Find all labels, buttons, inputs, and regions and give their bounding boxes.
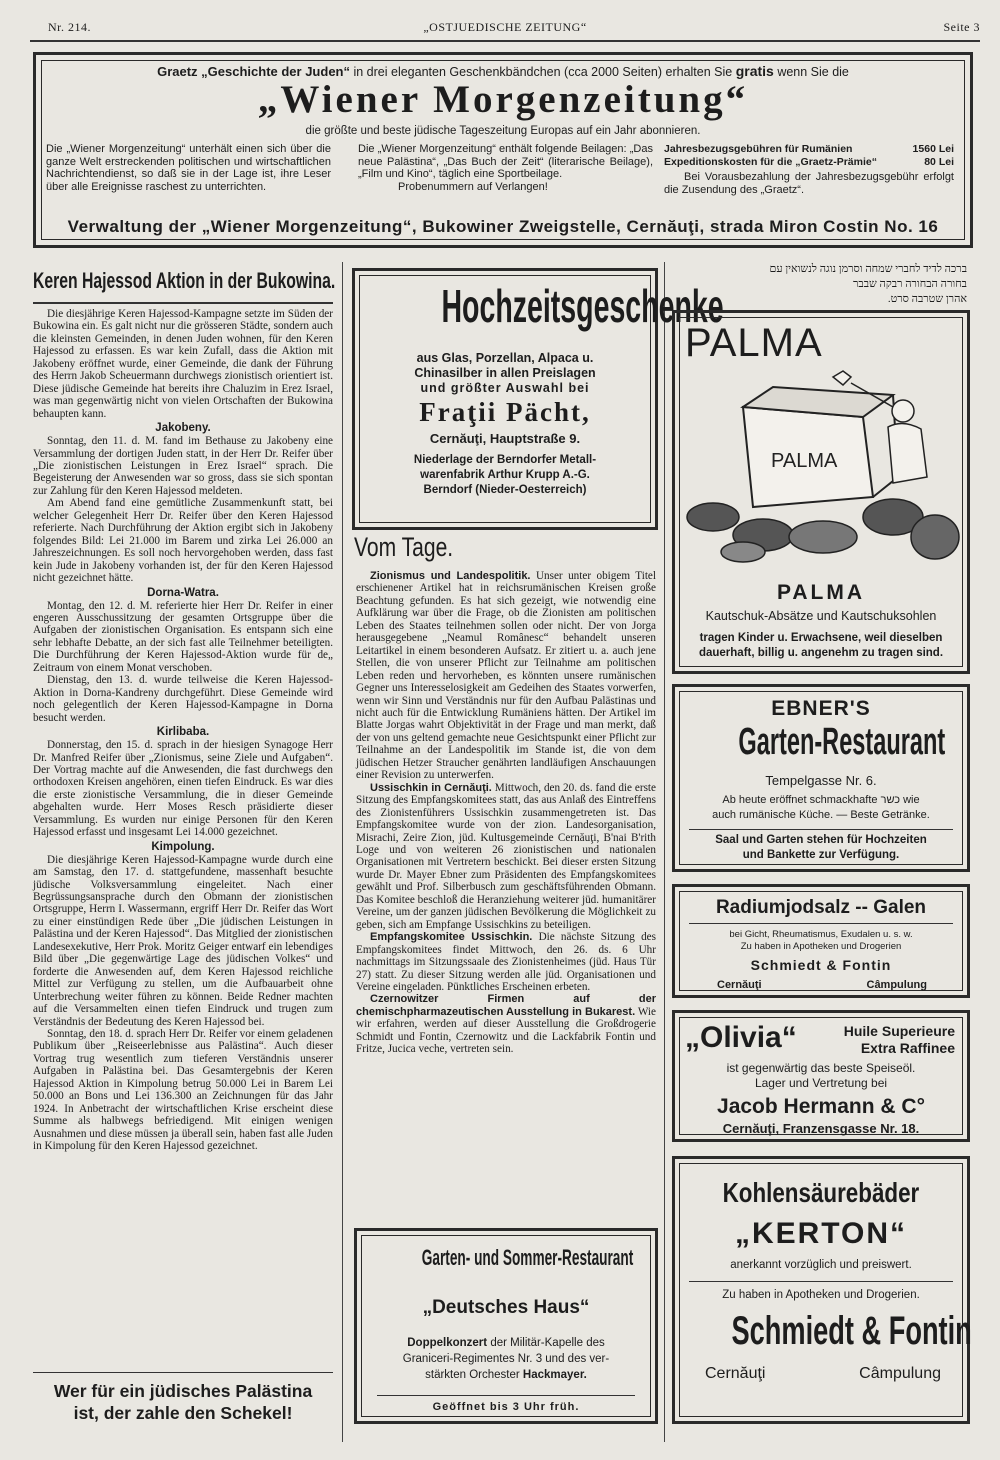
ad-line: Huile Superieure <box>843 1023 955 1039</box>
ebner-title: Garten-Restaurant <box>738 721 946 763</box>
ad-concert: Doppelkonzert <box>407 1337 488 1349</box>
ad-column-1: Die „Wiener Morgenzeitung“ unterhält einen sich über die ganze Welt erstreckenden politischen und wirtschaftlichen Nachrichtendienst, so daß sie in der Lage ist, ihre Leser über alle Ereignisse raschest zu unterrichten. <box>46 143 331 193</box>
kerton-availability: Zu haben in Apotheken und Drogerien. <box>722 1289 920 1301</box>
kerton-city-1: Cernăuţi <box>705 1365 766 1382</box>
ad-footer <box>355 453 655 498</box>
wiener-morgenzeitung-ad <box>33 52 973 248</box>
ad-venue: „Deutsches Haus“ <box>422 1297 590 1318</box>
news-item-heading: Empfangskomitee Ussischkin. <box>370 931 533 944</box>
ad-line: Extra Raffinee <box>860 1040 955 1056</box>
news-item <box>356 931 656 993</box>
schekel-slogan <box>33 1380 333 1424</box>
news-item <box>356 782 656 931</box>
ad-line: Graniceri-Regimentes Nr. 3 und des ver- <box>402 1353 610 1365</box>
kerton-claim: anerkannt vorzüglich und preiswert. <box>730 1259 912 1271</box>
palma-crate <box>743 387 898 507</box>
olivia-body <box>675 1061 967 1091</box>
ad-title-wrap <box>675 721 967 769</box>
ad-title-wrap <box>675 1309 972 1359</box>
radiumjodsalz-ad <box>672 884 970 998</box>
ad-divider <box>689 829 953 830</box>
ad-line: Ab heute eröffnet schmackhafte כשר wie <box>722 794 920 806</box>
deutsches-haus-ad <box>354 1228 658 1424</box>
article-body <box>33 308 333 1153</box>
section-heading: Jakobeny. <box>155 422 211 435</box>
olivia-address: Cernăuţi, Franzensgasse Nr. 18. <box>722 1121 920 1136</box>
ad-line <box>365 1367 647 1383</box>
ad-line: tragen Kinder u. Erwachsene, weil dieselben <box>699 632 943 644</box>
palma-name: PALMA <box>776 581 866 604</box>
hebrew-notice <box>672 262 967 307</box>
palma-ad <box>672 310 970 674</box>
kerton-heading: Kohlensäurebäder <box>722 1177 920 1208</box>
hochzeitsgeschenke-ad <box>352 268 724 530</box>
ad-line: Chinasilber in allen Preislagen <box>414 366 596 380</box>
ad-hours: Geöffnet bis 3 Uhr früh. <box>432 1401 580 1413</box>
kerton-city-2: Câmpulung <box>859 1365 941 1382</box>
olivia-tagline <box>844 1023 955 1057</box>
newspaper-title: „OSTJUEDISCHE ZEITUNG“ <box>423 20 587 34</box>
news-item-text: Wie wir erfahren, werden auf dieser Ausstellung die Großdrogerie Schmidt und Fontin, Czernowitz und die Lackfabrik Fontin und Fritze, Jucica veche, vertreten sein. <box>356 1005 656 1056</box>
ad-line: dauerhaft, billig u. angenehm zu tragen sind. <box>698 647 944 659</box>
kerton-ad <box>672 1156 970 1424</box>
news-item-text: Mittwoch, den 20. ds. fand die erste Sitzung des Empfangskomitees statt, das aus Anlaß des Eintreffens des Zionistenführers Ussischkin zusammengetreten ist. Das Empfangskomitee wurde von der zion. Landesorganisation, Misrachi, Zeire Zion, jüd. Kultusgemeinde Cernăuţi, B'nai B'rith Loge und von weiteren 26 zionistischen und nationalen Organisationen mit Vertretern beschickt. Bei dieser ersten Sitzung wurde Dr. Mayer Ebner zum Präsidenten des Empfangskomitees gewählt und Prof. Silberbusch zum geschäftsführenden Obmann. Das Komitee beschloß die Heranziehung weiterer jüd. humanitärer Vereine, um der ganzen jüdischen Bevölkerung die Möglichkeit zu geben, sich am Empfange Ussischkins zu beteiligen. <box>356 781 656 931</box>
article-paragraph: Am Abend fand eine gemütliche Zusammenkunft statt, bei welcher Gelegenheit Herr Dr. Reifer über den Keren Hajessod referierte. Nach Durchführung der Aktion ergibt sich in Jakobeny folgendes Bild: Lei 21.000 im Barem und zirka Lei 26.000 an Jahreszeichnungen. Es soll noch hervorgehoben werden, dass fast kein Jude in Jakobeny vorhanden ist, der für den Keren Hajessod nicht gezeichnet hätte. <box>33 497 333 585</box>
palma-box-label: PALMA <box>771 450 838 472</box>
article-paragraph: Die diesjährige Keren Hajessod-Kampagne wurde durch eine am Samstag, den 17. d. stattgefundene, massenhaft besuchte jüdische Volksversammlung eingeleitet. Nach einer Begrüssungsansprache durch den Obmann der zionistischen Ortsgruppe, Herrn I. Wassermann, ergriff Herr Dr. Reifer das Wort zu einer einstündigen Rede über „Die jüdischen Leistungen in Palästina und der Keren Hajessod“. Das Mitglied der zionistischen Landesexekutive, Herr Prok. Moritz Geiger entwarf ein lebendiges Bild über „Die gegenwärtige Lage des jüdischen Volkes“ und forderte die Anwesenden auf, dem Keren Hajessod reichliche Mittel zur Verfügung zu stellen, um die Aufbauarbeit ohne Unterbrechung weiter führen zu können. Beide Redner machten auf die Versammelten einen tiefen Eindruck und trugen zum Verständnis der Bedeutung des Keren Hajessod bei. <box>33 853 333 1028</box>
news-item <box>356 993 656 1055</box>
ad-line: und Bankette zur Verfügung. <box>742 849 900 861</box>
olivia-firm: Jacob Hermann & C° <box>717 1095 925 1118</box>
ad-line: ist gegenwärtig das beste Speiseöl. <box>726 1061 916 1075</box>
vom-tage-body <box>356 570 656 1056</box>
article-paragraph: Die diesjährige Keren Hajessod-Kampagne setzte im Süden der Bukowina ein. Es galt nicht nur die grösseren Städte, sondern auch die kleinsten Gemeinden, in denen Juden wohnen, für den Keren Hajessod zu erfassen. Es war kein Zufall, dass die Aktion mit Jakobeny eröffnet wurde, einer Gemeinde, die dank der Führung des Herrn Jakob Scheuermann durchwegs zionistisch orientiert ist. Diese jüdische Gemeinde hat bereits ihre Chaluzim in Erez Israel, was man gegenwärtig nicht von vielen Ortschaften der Bukowina behaupten kann. <box>33 308 333 420</box>
fee-label: Jahresbezugsgebühren für Rumänien <box>664 143 853 155</box>
slogan-line-2: ist, der zahle den Schekel! <box>73 1403 293 1423</box>
news-item-heading: Czernowitzer Firmen auf der chemischpharmazeutischen Ausstellung in Bukarest. <box>356 993 656 1018</box>
left-column <box>33 268 336 1153</box>
header-rule <box>30 40 980 42</box>
fee-row-expedition <box>664 156 954 169</box>
ad-body <box>355 351 655 396</box>
olivia-oil-ad <box>672 1010 970 1142</box>
vom-tage-heading: Vom Tage. <box>354 532 454 562</box>
ad-line-text: der Militär-Kapelle des <box>490 1337 605 1349</box>
ad-line: Niederlage der Berndorfer Metall- <box>413 454 597 466</box>
palma-illustration <box>683 367 963 567</box>
news-item-text: Die nächste Sitzung des Empfangskomitees findet Mittwoch, den 26. ds. 6 Uhr nachmittags im Sitzungssaale des Zionistenheimes (jüd. Haus Tür 27) statt. Zu dieser Sitzung werden alle jüd. Organisationen und Vereine eingeladen. Pünktliches Erscheinen erbeten. <box>356 931 656 993</box>
ad-offer-gratis: gratis <box>735 63 774 79</box>
ad-column-3 <box>664 143 954 196</box>
ad-firm: Fraţii Pächt, <box>419 397 591 427</box>
column-rule-right <box>664 262 665 1442</box>
article-headline: Keren Hajessod Aktion in der Bukowina. <box>33 268 336 293</box>
news-item <box>356 570 656 782</box>
radium-firm: Schmiedt & Fontin <box>750 957 892 973</box>
ad-line: aus Glas, Porzellan, Alpaca u. <box>416 351 594 365</box>
ad-title: „Wiener Morgenzeitung“ <box>257 78 749 121</box>
news-item-heading: Zionismus und Landespolitik. <box>370 570 531 582</box>
ad-title-wrap <box>357 1245 655 1273</box>
article-paragraph: Sonntag, den 18. d. sprach Herr Dr. Reifer vor einem geladenen Publikum über „Reiseerlebnisse aus Palästina“. Auch dieser Vortrag trug wesentlich zum tieferen Verständnis unserer Aufgaben in Palästina bei. Das Gesamtergebnis der Keren Hajessod Aktion in Kimpolung betrug 50.000 Lei in Barem Lei 50.000 an Bons und Lei 136.300 an Zeichnungen für das Jahr 1924. In Anbetracht der wirtschaftlichen Krise erscheint diese Summe als halbwegs befriedigend. Mit einigen wenigen Ausnahmen und diese müssen ja überall sein, haben fast alle Juden in Kimpolung für den Keren Hajessod gezeichnet. <box>33 1028 333 1153</box>
radium-city-1: Cernăuţi <box>717 979 762 991</box>
fee-row-subscription <box>664 143 954 156</box>
shoe-soles-icon <box>687 499 959 562</box>
ad-line: warenfabrik Arthur Krupp A.-G. <box>420 469 590 481</box>
ebner-footer <box>675 833 967 863</box>
news-item-text: Unser unter obigem Titel erschienener Artikel hat in reichsrumänischen Kreisen große Beachtung gefunden. Es hat sich gezeigt, wie notwendig eine Aufklärung war über die Frage, ob die Zionisten am politischen Leben des Staates teilnehmen sollen oder nicht. Der von Jorga herausgegebene „Neamul Românesc“ behandelt unseren Leitartikel in einem besonderen Aufsatz. Er zitiert u. a. auch jene Stellen, die von unserer Pflicht zur Teilnahme am politischen Leben reden und hervorheben, es könnten unsere rumänischen Gegner uns Interesselosigkeit am Gedeihen des Staates vorwerfen, wenn wir Sinn und Verständnis nur für den Aufbau Palästinas und nicht auch für die Entwicklung Rumäniens hätten. Der Artikel im Blatte Jorgas wahrt Objektivität in der Frage und man merkt, daß der von uns geltend gemachte neue Gesichtspunkt einer Pflicht zur Teilnahme an der Landespolitik im Stande ist, die von dem jüdischen Hetzer Straucher genährten landläufigen Anschauungen einer Revision zu unterwerfen. <box>356 570 657 782</box>
hebrew-line: בחורה הבחורה רבקה שבבר <box>852 278 967 290</box>
ad-offer-text: in drei eleganten Geschenkbändchen (cca 2000 Seiten) erhalten Sie <box>353 65 733 79</box>
article-paragraph: Dienstag, den 13. d. wurde teilweise die Keren Hajessod-Aktion in Dorna-Kandreny durchgeführt. Diese Gemeinde wird noch gelegentlich der Keren Hajessod-Kampagne in Dorna besucht werden. <box>33 674 333 724</box>
ad-offer-tail: wenn Sie die <box>777 65 849 79</box>
page-header <box>30 18 980 38</box>
news-item-heading: Ussischkin in Cernăuţi. <box>370 781 492 794</box>
fee-value: 1560 Lei <box>912 143 954 155</box>
ad-column-2-text: Die „Wiener Morgenzeitung“ enthält folgende Beilagen: „Das neue Palästina“, „Das Buch der Zeit“ (literarische Beilage), „Film und Kino“, täglich eine Sportbeilage. <box>358 143 653 180</box>
ad-divider <box>689 1281 953 1282</box>
ad-divider <box>689 923 953 924</box>
ad-title: Garten- und Sommer-Restaurant <box>421 1245 634 1270</box>
page-number: Seite 3 <box>943 20 980 34</box>
ad-line: Berndorf (Nieder-Oesterreich) <box>423 484 587 496</box>
article-paragraph: Donnerstag, den 15. d. sprach in der hiesigen Synagoge Herr Dr. Manfred Reifer über „Zionismus, seine Ziele und Aufgaben“. Der Vortrag machte auf die Anwesenden, die fast durchwegs den orthodoxen Kreisen angehören, einen tiefen Eindruck. Es war dies die erste zionistische Versammlung, die in dieser Gemeinde abgehalten wurde. Herr Moses Resch präsidierte dieser Versammlung. Es wurden nur einige Personen für den Keren Hajessod erfasst und insgesamt Lei 14.000 gezeichnet. <box>33 739 333 839</box>
palma-product: Kautschuk-Absätze und Kautschuksohlen <box>705 609 937 623</box>
hebrew-line: ברכה לדיד לחברי שמחה וסרמן נוגה לנשואין עם <box>769 263 967 275</box>
ebner-name: EBNER'S <box>771 697 871 720</box>
radium-body <box>675 929 967 953</box>
ad-line: auch rumänische Küche. — Beste Getränke. <box>712 809 930 821</box>
olivia-brand: „Olivia“ <box>685 1021 797 1054</box>
ad-sample-note: Probenummern auf Verlangen! <box>398 180 548 193</box>
section-heading: Dorna-Watra. <box>147 586 219 599</box>
fee-value: 80 Lei <box>924 156 954 168</box>
ebner-restaurant-ad <box>672 684 970 872</box>
ad-subtitle: die größte und beste jüdische Tageszeitung Europas auf ein Jahr abonnieren. <box>305 125 701 137</box>
headline-rule <box>33 302 333 304</box>
ad-column-2 <box>358 143 653 193</box>
palma-claim <box>675 631 967 661</box>
fee-label: Expeditionskosten für die „Graetz-Prämie“ <box>664 156 877 168</box>
ad-footer-address: Verwaltung der „Wiener Morgenzeitung“, Bukowiner Zweigstelle, Cernăuţi, strada Miron Costin No. 16 <box>67 217 939 236</box>
ad-body <box>365 1335 647 1383</box>
article-paragraph: Montag, den 12. d. M. referierte hier Herr Dr. Reifer in einer engeren Ausschussitzung der gesamten Ortsgruppe über die Aufgaben der zionistischen Organisation. Es entspann sich eine sehr lebhafte Debatte, an der sich fast alle Teilnehmer beteiligten. Die Durchführung der Keren Hajessod-Aktion wurde für de„ Zeitraum von einem Monat verschoben. <box>33 599 333 674</box>
ad-title-wrap <box>675 1177 967 1209</box>
ad-title: Hochzeitsgeschenke <box>441 280 724 332</box>
ad-line <box>365 1335 647 1351</box>
ebner-address: Tempelgasse Nr. 6. <box>765 773 877 788</box>
ebner-body <box>675 793 967 823</box>
ad-line: Lager und Vertretung bei <box>754 1076 888 1090</box>
column-rule-left <box>342 262 343 1442</box>
palma-brand: PALMA <box>685 321 823 365</box>
ad-line: und größter Auswahl bei <box>420 381 590 395</box>
issue-number: Nr. 214. <box>48 20 91 34</box>
kerton-firm: Schmiedt & Fontin <box>731 1309 972 1353</box>
slogan-line-1: Wer für ein jüdisches Palästina <box>53 1381 313 1401</box>
ad-line-text: stärkten Orchester <box>425 1369 520 1381</box>
ad-address: Cernăuţi, Hauptstraße 9. <box>429 431 581 446</box>
ad-line: Saal und Garten stehen für Hochzeiten <box>715 834 927 846</box>
ad-title-wrap <box>355 279 724 335</box>
ad-prepay-note: Bei Vorausbezahlung der Jahresbezugsgebühr erfolgt die Zusendung des „Graetz“. <box>664 171 954 196</box>
slogan-rule <box>33 1372 333 1373</box>
article-paragraph: Sonntag, den 11. d. M. fand im Bethause zu Jakobeny eine Versammlung der dortigen Juden statt, in der Herr Dr. Reifer über „Die zionistischen Leistungen in Erez Israel“ sprach. Die Begeisterung der Anwesenden war so gross, dass sie sich spontan zur Zahlung für den Keren Hajessod meldeten. <box>33 435 333 497</box>
ad-line: Zu haben in Apotheken und Drogerien <box>740 941 902 952</box>
hebrew-line: אהרן שטרבה סרט. <box>887 293 967 305</box>
kerton-brand: „KERTON“ <box>734 1217 908 1250</box>
section-heading: Kimpolung. <box>151 840 215 853</box>
section-heading: Kirlibaba. <box>156 726 210 739</box>
ad-divider <box>377 1395 635 1396</box>
ad-orchestra: Hackmayer. <box>522 1369 587 1381</box>
ad-offer-book: Graetz „Geschichte der Juden“ <box>157 64 350 79</box>
ad-line: bei Gicht, Rheumatismus, Exudalen u. s. w. <box>729 929 913 940</box>
radium-title: Radiumjodsalz -- Galen <box>715 897 927 918</box>
radium-city-2: Câmpulung <box>866 979 927 991</box>
